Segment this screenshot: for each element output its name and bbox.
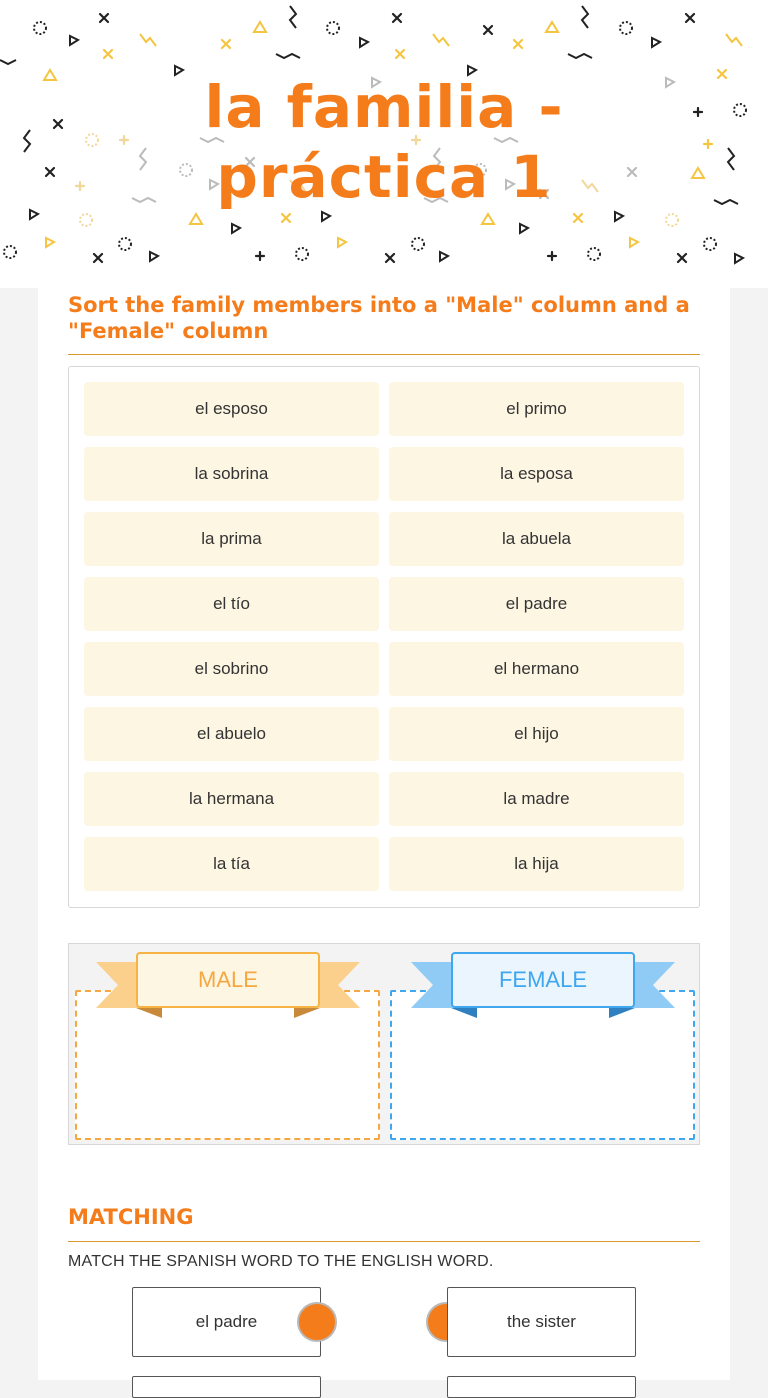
- male-column-label: MALE: [136, 952, 320, 1008]
- female-column-label: FEMALE: [451, 952, 635, 1008]
- divider: [68, 354, 700, 355]
- sort-heading: Sort the family members into a "Male" column and a "Female" column: [68, 293, 690, 343]
- word-chip[interactable]: la prima: [84, 512, 379, 566]
- word-chip[interactable]: la esposa: [389, 447, 684, 501]
- word-chip[interactable]: el hermano: [389, 642, 684, 696]
- word-chip[interactable]: la hermana: [84, 772, 379, 826]
- header-banner: [0, 0, 768, 288]
- word-chip[interactable]: el sobrino: [84, 642, 379, 696]
- word-chip[interactable]: la hija: [389, 837, 684, 891]
- match-connector-dot[interactable]: [297, 1302, 337, 1342]
- match-right-item[interactable]: the sister: [447, 1287, 636, 1357]
- matching-instructions: MATCH THE SPANISH WORD TO THE ENGLISH WORD.: [68, 1253, 494, 1270]
- word-chip[interactable]: el primo: [389, 382, 684, 436]
- match-left-item[interactable]: [132, 1376, 321, 1398]
- word-chip[interactable]: la sobrina: [84, 447, 379, 501]
- word-chip[interactable]: la tía: [84, 837, 379, 891]
- word-chip[interactable]: la abuela: [389, 512, 684, 566]
- word-chip[interactable]: el padre: [389, 577, 684, 631]
- match-right-item[interactable]: [447, 1376, 636, 1398]
- matching-heading: MATCHING: [68, 1205, 194, 1229]
- word-bank: [68, 366, 700, 908]
- page-title: la familia - práctica 1: [204, 73, 564, 211]
- divider: [68, 1241, 700, 1242]
- match-left-item[interactable]: el padre: [132, 1287, 321, 1357]
- word-chip[interactable]: la madre: [389, 772, 684, 826]
- word-chip[interactable]: el hijo: [389, 707, 684, 761]
- word-chip[interactable]: el abuelo: [84, 707, 379, 761]
- worksheet-panel: [38, 288, 730, 1380]
- word-chip[interactable]: el tío: [84, 577, 379, 631]
- word-chip[interactable]: el esposo: [84, 382, 379, 436]
- sort-area: [68, 943, 700, 1145]
